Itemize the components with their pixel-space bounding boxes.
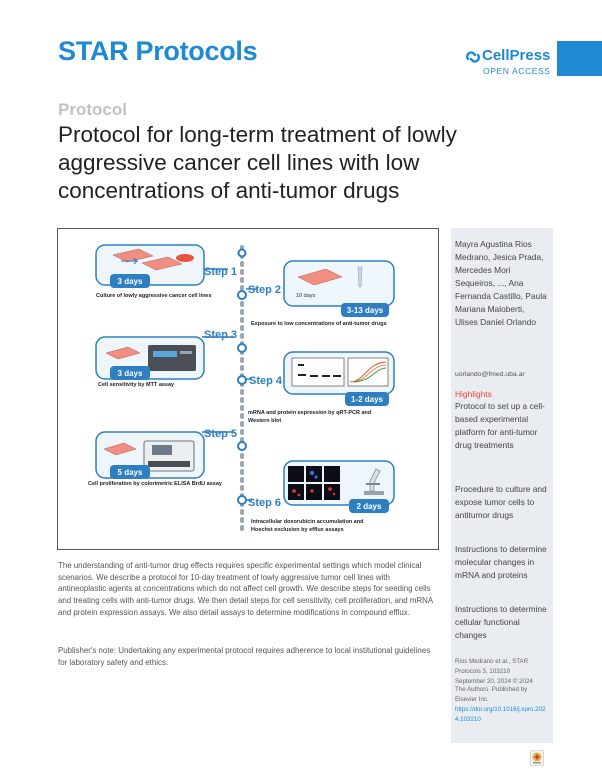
step-6-label: Step 6: [248, 497, 282, 509]
publisher-name: CellPress: [482, 47, 551, 64]
journal-title: STAR Protocols: [58, 36, 258, 66]
highlight-item: Instructions to determine cellular functional changes: [455, 604, 547, 640]
highlights-heading: Highlights: [455, 389, 492, 399]
plate-reader-icon: [148, 345, 196, 371]
step-5-panel: [88, 428, 237, 487]
step-2-label: Step 2: [248, 284, 282, 296]
publication-date: September 20, 2024 © 2024: [455, 678, 533, 685]
step-2-sub: 10 days: [296, 293, 316, 299]
step-3-panel: [96, 329, 237, 388]
timeline-node: [238, 291, 246, 299]
step-4-label: Step 4: [249, 375, 283, 387]
step-2-days: 3-13 days: [346, 306, 384, 315]
step-3-caption: Cell sensitivity by MTT assay: [98, 382, 175, 388]
step-2-panel: [246, 261, 394, 327]
step-3-days: 3 days: [117, 369, 143, 378]
crossmark-icon[interactable]: [530, 750, 544, 766]
open-access-label: OPEN ACCESS: [483, 66, 551, 76]
highlight-item: Instructions to determine molecular changes in mRNA and proteins: [455, 544, 547, 580]
step-1-days: 3 days: [117, 277, 143, 286]
step-4-caption-line2: Western blot: [248, 418, 282, 424]
timeline-node: [238, 344, 246, 352]
step-2-caption: Exposure to low concentrations of anti-tumor drugs: [251, 321, 387, 327]
step-6-panel: [246, 461, 394, 533]
step-5-days: 5 days: [117, 468, 143, 477]
pipette-icon: [358, 267, 362, 287]
publisher-note: Publisher's note: Undertaking any experimental protocol requires adherence to local institutional guidelines for laboratory safety and ethics.: [58, 646, 431, 667]
step-6-caption-line1: Intracellular doxorubicin accumulation and: [251, 519, 364, 525]
highlight-item: Protocol to set up a cell-based experimental platform for anti-tumor drug treatments: [455, 401, 545, 450]
step-1-caption: Culture of lowly aggressive cancer cell lines: [96, 293, 212, 299]
step-4-panel: [246, 352, 394, 424]
timeline-node: [239, 250, 246, 257]
copyright: The Authors. Published by Elsevier Inc.: [455, 686, 528, 703]
authors: Mayra Agustina Rios Medrano, Jesica Prada, Mercedes Mori Sequeiros, ..., Ana Fernanda Castillo, Paula Mariana Maloberti, Ulises Daniel Orlando: [455, 239, 547, 327]
cellpress-logo-icon: [466, 50, 480, 64]
corresponding-email[interactable]: uorlando@fmed.uba.ar: [455, 371, 525, 378]
step-5-label: Step 5: [204, 428, 238, 440]
step-6-caption-line2: Hoechst exclusion by efflux assays: [251, 527, 344, 533]
step-1-panel: [96, 245, 237, 299]
doi-link[interactable]: https://doi.org/10.1016/j.xpro.2024.103210: [455, 706, 546, 723]
timeline-node: [238, 496, 246, 504]
graphical-abstract: [57, 228, 439, 550]
citation: Rios Medrano et al., STAR Protocols 5, 103210: [455, 658, 529, 675]
article-title: Protocol for long-term treatment of lowly aggressive cancer cell lines with low concentrations of anti-tumor drugs: [58, 122, 457, 203]
culture-dish-icon: [176, 254, 194, 262]
step-4-days: 1-2 days: [350, 395, 384, 404]
highlight-item: Procedure to culture and expose tumor cells to antitumor drugs: [455, 484, 547, 520]
summary-paragraph: The understanding of anti-tumor drug effects requires specific experimental settings which model clinical scenarios. We describe a protocol for 10-day treatment of lowly aggressive tumor cell lines with antineoplastic agents at concentrations which do not affect cell growth. We describe steps for seeding cells and treating cells with anti-tumor drugs. We then detail steps for cell sensitivity, cell proliferation, and mRNA and protein expression assays. We also detail assays to determine modifications in compound efflux.: [58, 561, 433, 617]
step-6-days: 2 days: [356, 502, 382, 511]
article-type: Protocol: [58, 100, 127, 119]
step-1-label: Step 1: [204, 266, 238, 278]
header-accent-block: [557, 41, 602, 76]
step-5-caption: Cell proliferation by colorimetric ELISA BrdU assay: [88, 481, 222, 487]
step-3-label: Step 3: [204, 329, 238, 341]
step-4-caption-line1: mRNA and protein expression by qRT-PCR and: [248, 410, 372, 416]
timeline-node: [238, 376, 246, 384]
western-blot-icon: [292, 358, 344, 386]
timeline-node: [238, 442, 246, 450]
